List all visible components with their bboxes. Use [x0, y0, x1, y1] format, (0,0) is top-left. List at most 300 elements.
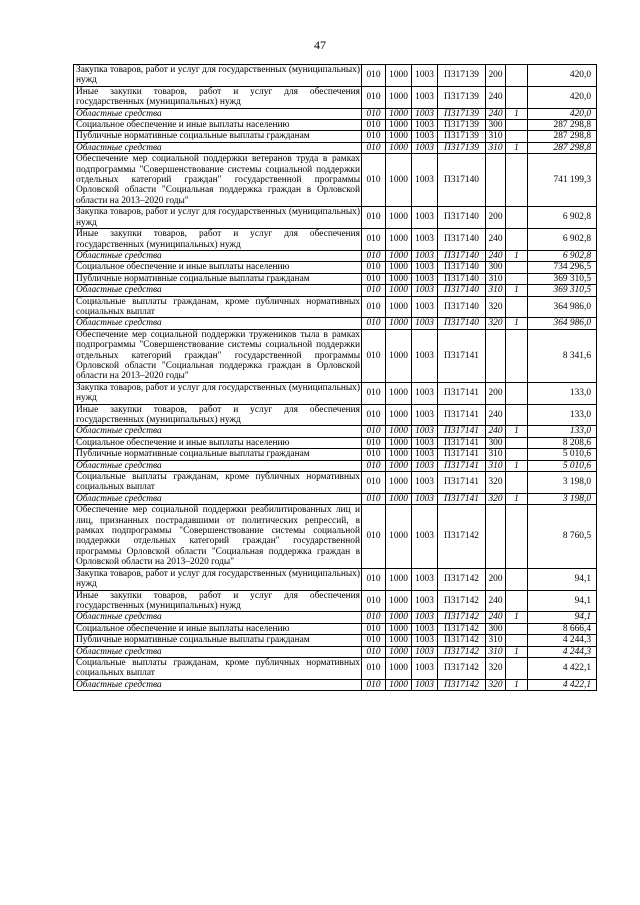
ministry-code-cell: 010 — [362, 493, 386, 504]
table-row — [74, 108, 597, 119]
row-name-cell: Закупка товаров, работ и услуг для государственных (муниципальных) нужд — [74, 65, 362, 87]
amount-cell: 364 986,0 — [528, 296, 597, 318]
expense-type-cell: 240 — [486, 612, 506, 623]
ministry-code-cell: 010 — [362, 131, 386, 142]
funding-source-cell: 1 — [506, 679, 528, 690]
subsection-code-cell: 1003 — [412, 65, 438, 87]
funding-source-cell: 1 — [506, 142, 528, 153]
amount-cell: 8 341,6 — [528, 329, 597, 382]
table-row — [74, 460, 597, 471]
row-name-cell: Закупка товаров, работ и услуг для государственных (муниципальных) нужд — [74, 382, 362, 404]
amount-cell: 6 902,8 — [528, 250, 597, 261]
target-article-cell: П317140 — [438, 207, 486, 229]
ministry-code-cell: 010 — [362, 460, 386, 471]
target-article-cell: П317141 — [438, 460, 486, 471]
expense-type-cell: 320 — [486, 296, 506, 318]
target-article-cell: П317139 — [438, 120, 486, 131]
row-name-cell: Закупка товаров, работ и услуг для государственных (муниципальных) нужд — [74, 568, 362, 590]
expense-type-cell: 310 — [486, 449, 506, 460]
row-name-cell: Социальные выплаты гражданам, кроме публичных нормативных социальных выплат — [74, 296, 362, 318]
amount-cell: 369 310,5 — [528, 273, 597, 284]
target-article-cell: П317140 — [438, 318, 486, 329]
funding-source-cell — [506, 382, 528, 404]
amount-cell: 133,0 — [528, 382, 597, 404]
subsection-code-cell: 1003 — [412, 296, 438, 318]
expense-type-cell: 310 — [486, 646, 506, 657]
ministry-code-cell: 010 — [362, 120, 386, 131]
row-name-cell: Социальные выплаты гражданам, кроме публичных нормативных социальных выплат — [74, 472, 362, 494]
row-name-cell: Иные закупки товаров, работ и услуг для обеспечения государственных (муниципальных) нужд — [74, 86, 362, 108]
amount-cell: 369 310,5 — [528, 285, 597, 296]
amount-cell: 94,1 — [528, 590, 597, 612]
target-article-cell: П317140 — [438, 250, 486, 261]
row-name-cell: Закупка товаров, работ и услуг для государственных (муниципальных) нужд — [74, 207, 362, 229]
section-code-cell: 1000 — [386, 612, 412, 623]
table-row — [74, 493, 597, 504]
table-row — [74, 229, 597, 251]
row-name-cell: Областные средства — [74, 108, 362, 119]
subsection-code-cell: 1003 — [412, 635, 438, 646]
target-article-cell: П317142 — [438, 505, 486, 568]
expense-type-cell: 240 — [486, 229, 506, 251]
expense-type-cell: 300 — [486, 262, 506, 273]
target-article-cell: П317140 — [438, 273, 486, 284]
expense-type-cell: 320 — [486, 657, 506, 679]
subsection-code-cell: 1003 — [412, 472, 438, 494]
subsection-code-cell: 1003 — [412, 154, 438, 207]
target-article-cell: П317142 — [438, 612, 486, 623]
subsection-code-cell: 1003 — [412, 273, 438, 284]
ministry-code-cell: 010 — [362, 679, 386, 690]
section-code-cell: 1000 — [386, 623, 412, 634]
row-name-cell: Иные закупки товаров, работ и услуг для обеспечения государственных (муниципальных) нужд — [74, 404, 362, 426]
section-code-cell: 1000 — [386, 207, 412, 229]
section-code-cell: 1000 — [386, 568, 412, 590]
subsection-code-cell: 1003 — [412, 108, 438, 119]
table-row — [74, 437, 597, 448]
amount-cell: 287 298,8 — [528, 142, 597, 153]
row-name-cell: Областные средства — [74, 612, 362, 623]
amount-cell: 8 666,4 — [528, 623, 597, 634]
ministry-code-cell: 010 — [362, 154, 386, 207]
amount-cell: 8 760,5 — [528, 505, 597, 568]
row-name-cell: Областные средства — [74, 426, 362, 437]
ministry-code-cell: 010 — [362, 472, 386, 494]
table-row — [74, 657, 597, 679]
expense-type-cell: 300 — [486, 623, 506, 634]
row-name-cell: Областные средства — [74, 679, 362, 690]
funding-source-cell — [506, 120, 528, 131]
ministry-code-cell: 010 — [362, 646, 386, 657]
ministry-code-cell: 010 — [362, 250, 386, 261]
expense-type-cell: 320 — [486, 472, 506, 494]
target-article-cell: П317141 — [438, 382, 486, 404]
funding-source-cell — [506, 568, 528, 590]
funding-source-cell — [506, 590, 528, 612]
target-article-cell: П317139 — [438, 65, 486, 87]
expense-type-cell: 240 — [486, 404, 506, 426]
section-code-cell: 1000 — [386, 250, 412, 261]
funding-source-cell — [506, 404, 528, 426]
target-article-cell: П317142 — [438, 646, 486, 657]
subsection-code-cell: 1003 — [412, 493, 438, 504]
section-code-cell: 1000 — [386, 120, 412, 131]
subsection-code-cell: 1003 — [412, 142, 438, 153]
table-row — [74, 154, 597, 207]
table-row — [74, 679, 597, 690]
ministry-code-cell: 010 — [362, 635, 386, 646]
table-row — [74, 623, 597, 634]
table-row — [74, 285, 597, 296]
target-article-cell: П317140 — [438, 229, 486, 251]
ministry-code-cell: 010 — [362, 437, 386, 448]
funding-source-cell: 1 — [506, 285, 528, 296]
table-row — [74, 250, 597, 261]
subsection-code-cell: 1003 — [412, 612, 438, 623]
section-code-cell: 1000 — [386, 449, 412, 460]
subsection-code-cell: 1003 — [412, 262, 438, 273]
table-row — [74, 472, 597, 494]
table-row — [74, 262, 597, 273]
expense-type-cell: 310 — [486, 285, 506, 296]
section-code-cell: 1000 — [386, 437, 412, 448]
target-article-cell: П317140 — [438, 296, 486, 318]
funding-source-cell — [506, 131, 528, 142]
amount-cell: 287 298,8 — [528, 120, 597, 131]
target-article-cell: П317142 — [438, 623, 486, 634]
row-name-cell: Обеспечение мер социальной поддержки тружеников тыла в рамках подпрограммы "Совершенствование системы социальной поддержки отдельных категорий граждан" государственной программы Орловской области "Социальная поддержка граждан в Орловской области на 2013–2020 годы" — [74, 329, 362, 382]
table-row — [74, 505, 597, 568]
amount-cell: 133,0 — [528, 426, 597, 437]
expense-type-cell: 240 — [486, 86, 506, 108]
table-row — [74, 590, 597, 612]
funding-source-cell: 1 — [506, 493, 528, 504]
table-row — [74, 404, 597, 426]
expense-type-cell: 200 — [486, 568, 506, 590]
ministry-code-cell: 010 — [362, 449, 386, 460]
target-article-cell: П317142 — [438, 590, 486, 612]
ministry-code-cell: 010 — [362, 623, 386, 634]
ministry-code-cell: 010 — [362, 568, 386, 590]
expense-type-cell: 240 — [486, 426, 506, 437]
ministry-code-cell: 010 — [362, 657, 386, 679]
subsection-code-cell: 1003 — [412, 120, 438, 131]
expense-type-cell: 300 — [486, 120, 506, 131]
amount-cell: 420,0 — [528, 108, 597, 119]
page-number: 47 — [314, 38, 326, 52]
section-code-cell: 1000 — [386, 262, 412, 273]
table-row — [74, 449, 597, 460]
ministry-code-cell: 010 — [362, 404, 386, 426]
row-name-cell: Областные средства — [74, 493, 362, 504]
target-article-cell: П317141 — [438, 426, 486, 437]
subsection-code-cell: 1003 — [412, 329, 438, 382]
section-code-cell: 1000 — [386, 657, 412, 679]
subsection-code-cell: 1003 — [412, 285, 438, 296]
section-code-cell: 1000 — [386, 285, 412, 296]
funding-source-cell — [506, 329, 528, 382]
row-name-cell: Иные закупки товаров, работ и услуг для обеспечения государственных (муниципальных) нужд — [74, 590, 362, 612]
subsection-code-cell: 1003 — [412, 86, 438, 108]
subsection-code-cell: 1003 — [412, 382, 438, 404]
target-article-cell: П317141 — [438, 329, 486, 382]
row-name-cell: Областные средства — [74, 646, 362, 657]
amount-cell: 3 198,0 — [528, 472, 597, 494]
funding-source-cell: 1 — [506, 646, 528, 657]
funding-source-cell: 1 — [506, 426, 528, 437]
table-row — [74, 646, 597, 657]
funding-source-cell — [506, 635, 528, 646]
section-code-cell: 1000 — [386, 679, 412, 690]
table-row — [74, 120, 597, 131]
amount-cell: 4 422,1 — [528, 657, 597, 679]
row-name-cell: Публичные нормативные социальные выплаты гражданам — [74, 449, 362, 460]
target-article-cell: П317140 — [438, 154, 486, 207]
ministry-code-cell: 010 — [362, 382, 386, 404]
section-code-cell: 1000 — [386, 229, 412, 251]
subsection-code-cell: 1003 — [412, 460, 438, 471]
funding-source-cell — [506, 437, 528, 448]
ministry-code-cell: 010 — [362, 207, 386, 229]
section-code-cell: 1000 — [386, 296, 412, 318]
subsection-code-cell: 1003 — [412, 590, 438, 612]
expense-type-cell: 200 — [486, 207, 506, 229]
target-article-cell: П317139 — [438, 86, 486, 108]
target-article-cell: П317139 — [438, 142, 486, 153]
section-code-cell: 1000 — [386, 493, 412, 504]
subsection-code-cell: 1003 — [412, 623, 438, 634]
target-article-cell: П317139 — [438, 108, 486, 119]
amount-cell: 94,1 — [528, 612, 597, 623]
row-name-cell: Областные средства — [74, 285, 362, 296]
row-name-cell: Социальное обеспечение и иные выплаты населению — [74, 437, 362, 448]
expense-type-cell — [486, 154, 506, 207]
expense-type-cell: 320 — [486, 318, 506, 329]
row-name-cell: Областные средства — [74, 142, 362, 153]
funding-source-cell — [506, 449, 528, 460]
section-code-cell: 1000 — [386, 460, 412, 471]
amount-cell: 94,1 — [528, 568, 597, 590]
funding-source-cell: 1 — [506, 250, 528, 261]
target-article-cell: П317142 — [438, 635, 486, 646]
target-article-cell: П317140 — [438, 285, 486, 296]
subsection-code-cell: 1003 — [412, 250, 438, 261]
target-article-cell: П317141 — [438, 493, 486, 504]
expense-type-cell: 320 — [486, 679, 506, 690]
amount-cell: 6 902,8 — [528, 207, 597, 229]
section-code-cell: 1000 — [386, 472, 412, 494]
row-name-cell: Иные закупки товаров, работ и услуг для обеспечения государственных (муниципальных) нужд — [74, 229, 362, 251]
amount-cell: 741 199,3 — [528, 154, 597, 207]
funding-source-cell — [506, 505, 528, 568]
table-row — [74, 65, 597, 87]
funding-source-cell — [506, 65, 528, 87]
expense-type-cell: 300 — [486, 437, 506, 448]
amount-cell: 8 208,6 — [528, 437, 597, 448]
target-article-cell: П317141 — [438, 404, 486, 426]
amount-cell: 4 422,1 — [528, 679, 597, 690]
section-code-cell: 1000 — [386, 329, 412, 382]
table-row — [74, 142, 597, 153]
subsection-code-cell: 1003 — [412, 229, 438, 251]
section-code-cell: 1000 — [386, 318, 412, 329]
funding-source-cell — [506, 86, 528, 108]
funding-source-cell: 1 — [506, 612, 528, 623]
target-article-cell: П317141 — [438, 437, 486, 448]
target-article-cell: П317140 — [438, 262, 486, 273]
funding-source-cell: 1 — [506, 318, 528, 329]
amount-cell: 287 298,8 — [528, 131, 597, 142]
subsection-code-cell: 1003 — [412, 426, 438, 437]
section-code-cell: 1000 — [386, 404, 412, 426]
target-article-cell: П317142 — [438, 657, 486, 679]
ministry-code-cell: 010 — [362, 86, 386, 108]
section-code-cell: 1000 — [386, 505, 412, 568]
ministry-code-cell: 010 — [362, 426, 386, 437]
subsection-code-cell: 1003 — [412, 437, 438, 448]
ministry-code-cell: 010 — [362, 229, 386, 251]
section-code-cell: 1000 — [386, 382, 412, 404]
subsection-code-cell: 1003 — [412, 679, 438, 690]
expense-type-cell: 320 — [486, 493, 506, 504]
expense-type-cell: 310 — [486, 142, 506, 153]
row-name-cell: Социальное обеспечение и иные выплаты населению — [74, 623, 362, 634]
amount-cell: 5 010,6 — [528, 449, 597, 460]
section-code-cell: 1000 — [386, 426, 412, 437]
ministry-code-cell: 010 — [362, 612, 386, 623]
amount-cell: 420,0 — [528, 65, 597, 87]
ministry-code-cell: 010 — [362, 329, 386, 382]
section-code-cell: 1000 — [386, 131, 412, 142]
section-code-cell: 1000 — [386, 65, 412, 87]
subsection-code-cell: 1003 — [412, 207, 438, 229]
target-article-cell: П317139 — [438, 131, 486, 142]
ministry-code-cell: 010 — [362, 108, 386, 119]
row-name-cell: Социальное обеспечение и иные выплаты населению — [74, 262, 362, 273]
amount-cell: 734 296,5 — [528, 262, 597, 273]
ministry-code-cell: 010 — [362, 505, 386, 568]
subsection-code-cell: 1003 — [412, 657, 438, 679]
amount-cell: 6 902,8 — [528, 229, 597, 251]
row-name-cell: Публичные нормативные социальные выплаты гражданам — [74, 635, 362, 646]
ministry-code-cell: 010 — [362, 590, 386, 612]
section-code-cell: 1000 — [386, 590, 412, 612]
target-article-cell: П317141 — [438, 449, 486, 460]
row-name-cell: Публичные нормативные социальные выплаты гражданам — [74, 273, 362, 284]
funding-source-cell — [506, 273, 528, 284]
amount-cell: 4 244,3 — [528, 646, 597, 657]
row-name-cell: Публичные нормативные социальные выплаты гражданам — [74, 131, 362, 142]
amount-cell: 364 986,0 — [528, 318, 597, 329]
expense-type-cell: 200 — [486, 382, 506, 404]
funding-source-cell — [506, 657, 528, 679]
amount-cell: 420,0 — [528, 86, 597, 108]
funding-source-cell — [506, 472, 528, 494]
expense-type-cell: 240 — [486, 590, 506, 612]
target-article-cell: П317142 — [438, 568, 486, 590]
ministry-code-cell: 010 — [362, 65, 386, 87]
subsection-code-cell: 1003 — [412, 404, 438, 426]
expense-type-cell: 310 — [486, 635, 506, 646]
table-row — [74, 635, 597, 646]
subsection-code-cell: 1003 — [412, 646, 438, 657]
table-body — [74, 65, 597, 691]
ministry-code-cell: 010 — [362, 142, 386, 153]
funding-source-cell: 1 — [506, 460, 528, 471]
subsection-code-cell: 1003 — [412, 318, 438, 329]
row-name-cell: Социальное обеспечение и иные выплаты населению — [74, 120, 362, 131]
table-row — [74, 382, 597, 404]
row-name-cell: Обеспечение мер социальной поддержки ветеранов труда в рамках подпрограммы "Совершенствование системы социальной поддержки отдельных категорий граждан" государственной программы Орловской области "Социальная поддержка граждан в Орловской области на 2013–2020 годы" — [74, 154, 362, 207]
table-row — [74, 318, 597, 329]
expense-type-cell: 200 — [486, 65, 506, 87]
expense-type-cell — [486, 505, 506, 568]
funding-source-cell — [506, 229, 528, 251]
funding-source-cell — [506, 154, 528, 207]
subsection-code-cell: 1003 — [412, 505, 438, 568]
amount-cell: 3 198,0 — [528, 493, 597, 504]
funding-source-cell: 1 — [506, 108, 528, 119]
funding-source-cell — [506, 207, 528, 229]
table-row — [74, 207, 597, 229]
row-name-cell: Областные средства — [74, 460, 362, 471]
subsection-code-cell: 1003 — [412, 449, 438, 460]
table-row — [74, 131, 597, 142]
expense-type-cell: 240 — [486, 108, 506, 119]
amount-cell: 5 010,6 — [528, 460, 597, 471]
section-code-cell: 1000 — [386, 646, 412, 657]
funding-source-cell — [506, 623, 528, 634]
ministry-code-cell: 010 — [362, 273, 386, 284]
expense-type-cell — [486, 329, 506, 382]
amount-cell: 133,0 — [528, 404, 597, 426]
budget-table — [73, 64, 597, 691]
table-row — [74, 296, 597, 318]
target-article-cell: П317142 — [438, 679, 486, 690]
table-row — [74, 273, 597, 284]
amount-cell: 4 244,3 — [528, 635, 597, 646]
section-code-cell: 1000 — [386, 635, 412, 646]
expense-type-cell: 310 — [486, 273, 506, 284]
section-code-cell: 1000 — [386, 108, 412, 119]
expense-type-cell: 310 — [486, 131, 506, 142]
section-code-cell: 1000 — [386, 142, 412, 153]
row-name-cell: Областные средства — [74, 318, 362, 329]
table-row — [74, 329, 597, 382]
ministry-code-cell: 010 — [362, 285, 386, 296]
table-row — [74, 612, 597, 623]
section-code-cell: 1000 — [386, 86, 412, 108]
row-name-cell: Социальные выплаты гражданам, кроме публичных нормативных социальных выплат — [74, 657, 362, 679]
funding-source-cell — [506, 296, 528, 318]
row-name-cell: Областные средства — [74, 250, 362, 261]
row-name-cell: Обеспечение мер социальной поддержки реабилитированных лиц и лиц, признанных пострадавшими от политических репрессий, в рамках подпрограммы "Совершенствование системы социальной поддержки отдельных категорий граждан" государственной программы Орловской области "Социальная поддержка граждан в Орловской области на 2013–2020 годы" — [74, 505, 362, 568]
subsection-code-cell: 1003 — [412, 131, 438, 142]
ministry-code-cell: 010 — [362, 262, 386, 273]
table-row — [74, 568, 597, 590]
target-article-cell: П317141 — [438, 472, 486, 494]
table-row — [74, 426, 597, 437]
subsection-code-cell: 1003 — [412, 568, 438, 590]
section-code-cell: 1000 — [386, 273, 412, 284]
ministry-code-cell: 010 — [362, 296, 386, 318]
funding-source-cell — [506, 262, 528, 273]
ministry-code-cell: 010 — [362, 318, 386, 329]
section-code-cell: 1000 — [386, 154, 412, 207]
expense-type-cell: 310 — [486, 460, 506, 471]
table-row — [74, 86, 597, 108]
expense-type-cell: 240 — [486, 250, 506, 261]
